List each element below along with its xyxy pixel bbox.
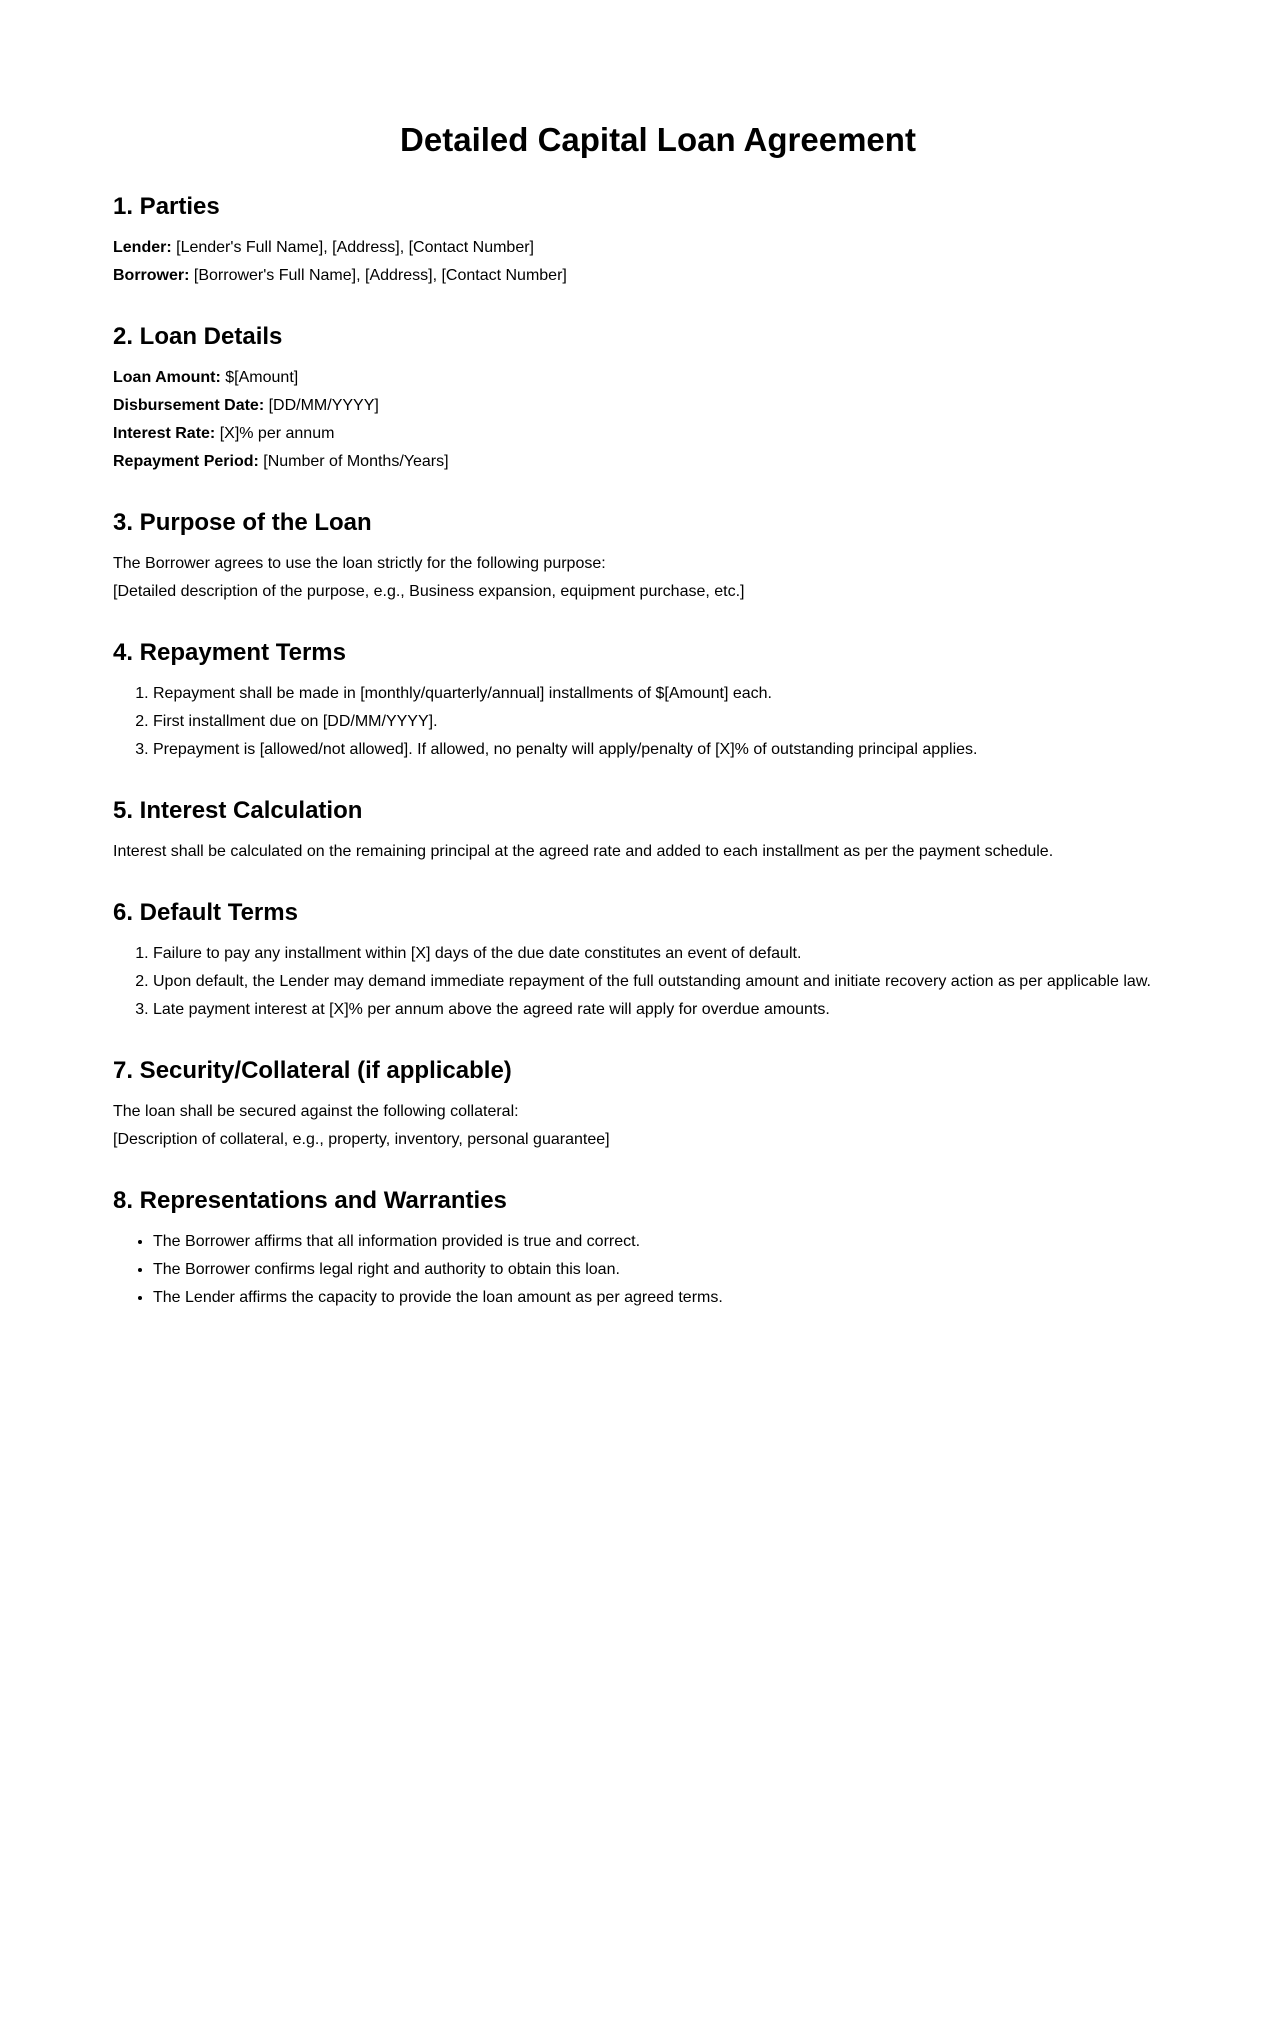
- document-content: [113, 118, 1173, 1318]
- collateral-intro: The loan shall be secured against the following collateral:: [113, 1103, 519, 1120]
- representations-list: [113, 1228, 1173, 1312]
- lender-label: Lender:: [113, 239, 172, 256]
- list-item: 2. Upon default, the Lender may demand immediate repayment of the full outstanding amount and initiate recovery action as per applicable law.: [153, 968, 1173, 996]
- disbursement-date-line: [113, 392, 1173, 420]
- list-item: • The Borrower confirms legal right and authority to obtain this loan.: [153, 1256, 1173, 1284]
- section-purpose: [113, 508, 1173, 606]
- section-parties: [113, 192, 1173, 290]
- document-title: Detailed Capital Loan Agreement: [400, 121, 916, 158]
- disbursement-date-label: Disbursement Date:: [113, 397, 265, 414]
- list-item: 3. Late payment interest at [X]% per annum above the agreed rate will apply for overdue amounts.: [153, 996, 1173, 1024]
- list-item: 1. Repayment shall be made in [monthly/quarterly/annual] installments of $[Amount] each.: [153, 680, 1173, 708]
- section-interest-calculation: [113, 796, 1173, 866]
- section-heading: 6. Default Terms: [113, 899, 298, 926]
- list-item: 3. Prepayment is [allowed/not allowed]. If allowed, no penalty will apply/penalty of [X]% of outstanding principal applies.: [153, 736, 1173, 764]
- section-heading: 4. Repayment Terms: [113, 639, 346, 666]
- loan-amount-label: Loan Amount:: [113, 369, 221, 386]
- section-heading: 2. Loan Details: [113, 323, 283, 350]
- list-item: • The Borrower affirms that all information provided is true and correct.: [153, 1228, 1173, 1256]
- section-heading: 1. Parties: [113, 193, 220, 220]
- list-item: 1. Failure to pay any installment within [X] days of the due date constitutes an event of default.: [153, 940, 1173, 968]
- section-heading: 7. Security/Collateral (if applicable): [113, 1057, 512, 1084]
- repayment-period-label: Repayment Period:: [113, 453, 259, 470]
- repayment-period-value: [Number of Months/Years]: [258, 453, 449, 470]
- borrower-line: [113, 262, 1173, 290]
- lender-line: [113, 234, 1173, 262]
- default-terms-list: [113, 940, 1173, 1024]
- interest-rate-line: [113, 420, 1173, 448]
- disbursement-date-value: [DD/MM/YYYY]: [264, 397, 379, 414]
- repayment-terms-list: [113, 680, 1173, 764]
- interest-rate-value: [X]% per annum: [215, 425, 335, 442]
- section-security-collateral: [113, 1056, 1173, 1154]
- loan-amount-value: $[Amount]: [220, 369, 299, 386]
- list-item: 2. First installment due on [DD/MM/YYYY].: [153, 708, 1173, 736]
- section-loan-details: [113, 322, 1173, 476]
- purpose-description: [Detailed description of the purpose, e.g., Business expansion, equipment purchase, etc.]: [113, 583, 745, 600]
- section-repayment-terms: [113, 638, 1173, 764]
- collateral-description: [Description of collateral, e.g., property, inventory, personal guarantee]: [113, 1131, 610, 1148]
- borrower-value: [Borrower's Full Name], [Address], [Contact Number]: [189, 267, 567, 284]
- section-default-terms: [113, 898, 1173, 1024]
- section-heading: 5. Interest Calculation: [113, 797, 363, 824]
- loan-amount-line: [113, 364, 1173, 392]
- interest-calculation-text: Interest shall be calculated on the remaining principal at the agreed rate and added to each installment as per the payment schedule.: [113, 843, 1054, 860]
- interest-rate-label: Interest Rate:: [113, 425, 216, 442]
- section-representations-warranties: [113, 1186, 1173, 1312]
- repayment-period-line: [113, 448, 1173, 476]
- section-heading: 3. Purpose of the Loan: [113, 509, 372, 536]
- lender-value: [Lender's Full Name], [Address], [Contact Number]: [171, 239, 534, 256]
- purpose-intro: The Borrower agrees to use the loan strictly for the following purpose:: [113, 555, 606, 572]
- section-heading: 8. Representations and Warranties: [113, 1187, 507, 1214]
- borrower-label: Borrower:: [113, 267, 190, 284]
- list-item: • The Lender affirms the capacity to provide the loan amount as per agreed terms.: [153, 1284, 1173, 1312]
